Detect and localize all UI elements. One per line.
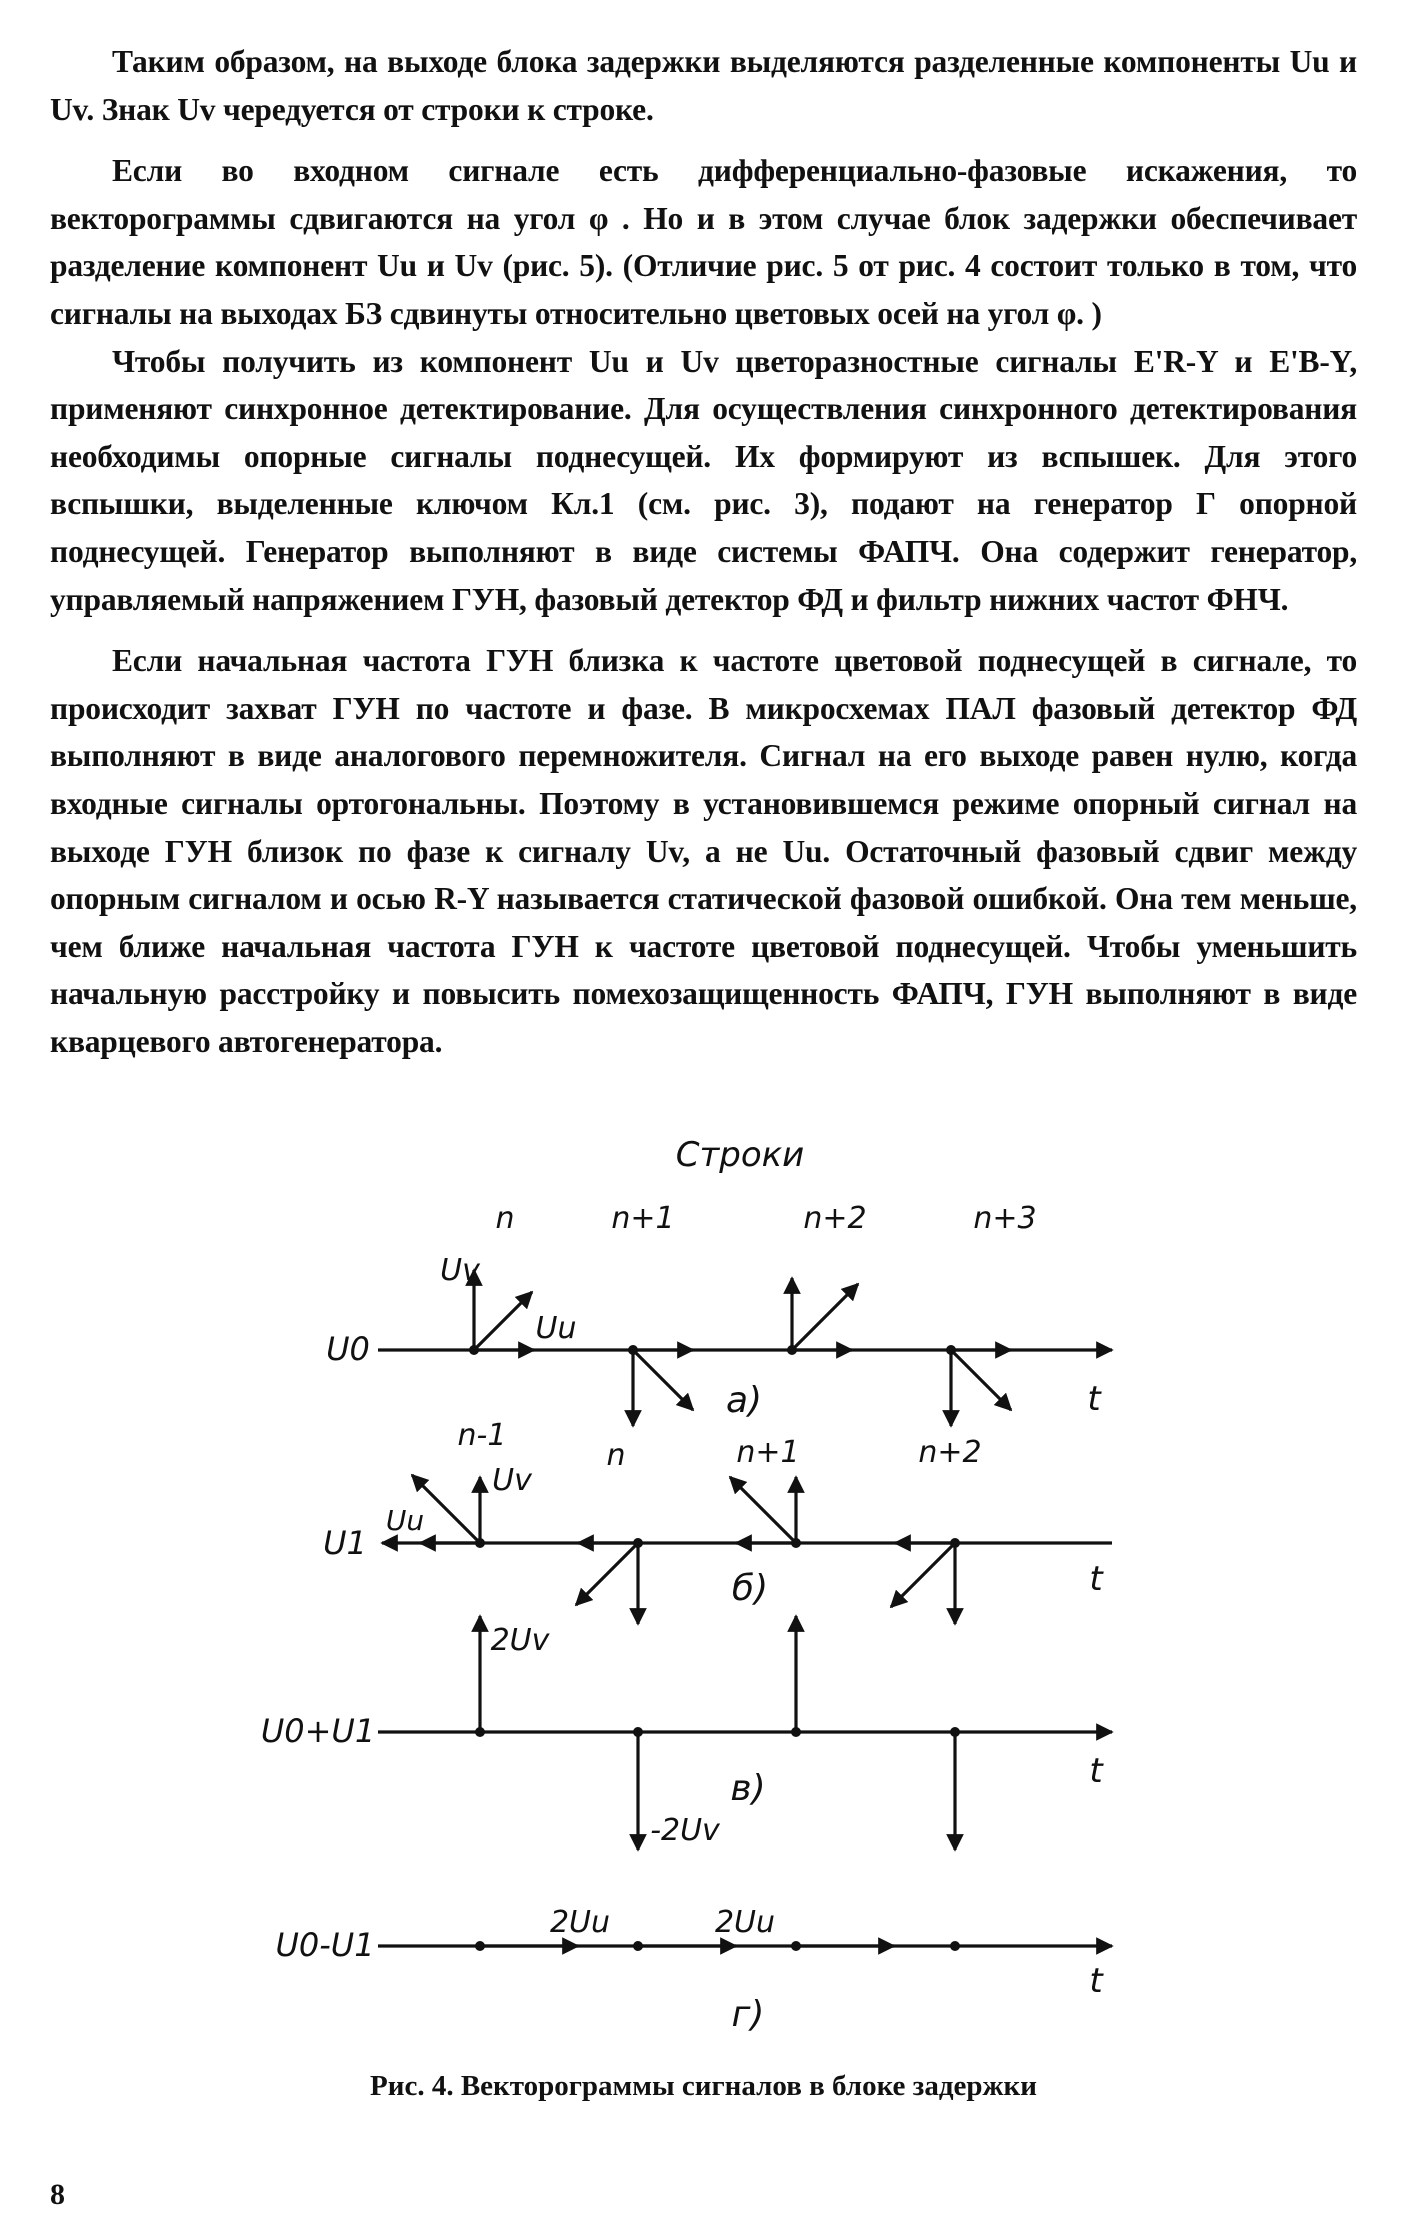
node-d-1 [475,1941,485,1951]
row-d-axis-label: U0-U1 [275,1926,375,1964]
figure-caption: Рис. 4. Векторограммы сигналов в блоке задержки [370,2070,1037,2102]
row-d-2uu-label-1: 2Uu [549,1905,611,1940]
row-a-uv-label: Uv [440,1253,480,1288]
row-b-line-label-4: n+2 [918,1435,982,1470]
row-a-line-label-4: n+3 [973,1201,1037,1236]
row-c-minus-2uv-label: -2Uv [650,1813,720,1848]
row-d-letter: г) [731,1994,765,2035]
row-a-line-label-2: n+1 [611,1201,675,1236]
vector-diag-row-b-2 [576,1543,638,1605]
node-c-4 [950,1727,960,1737]
node-a-4 [946,1345,956,1355]
paragraph-1: Таким образом, на выходе блока задержки выделяются разделенные компоненты Uu и Uv. Знак Uv чередуется от строки к строке. [50,44,1357,127]
row-a-line-label-3: n+2 [803,1201,867,1236]
vector-diag-row-a-1 [474,1292,532,1350]
row-d-2uu-label-2: 2Uu [714,1905,776,1940]
row-a-letter: а) [725,1380,763,1421]
vectorgram-diagram [0,1110,1407,2120]
vector-diag-row-b-3 [730,1477,796,1543]
row-b-time-label: t [1089,1559,1103,1599]
vector-diag-row-a-2 [633,1350,693,1410]
row-b-uu-label: Uu [385,1504,425,1537]
paragraph-3: Чтобы получить из компонент Uu и Uv цветоразностные сигналы E'R-Y и E'B-Y, применяют синхронное детектирование. Для осуществления синхронного детектирования необходимы опорные сигналы поднесущей. Их формируют из вспышек. Для этого вспышки, выделенные ключом Кл.1 (см. рис. 3), подают на генератор Г опорной поднесущей. Генератор выполняют в виде системы ФАПЧ. Она содержит генератор, управляемый напряжением ГУН, фазовый детектор ФД и фильтр нижних частот ФНЧ. [50,343,1357,617]
row-c-axis-label: U0+U1 [260,1712,376,1750]
row-b-letter: б) [731,1568,769,1609]
row-b-axis-label: U1 [323,1524,367,1562]
figure-heading: Строки [675,1135,805,1175]
body-text [50,38,1357,1065]
row-a-line-label-1: n [495,1201,515,1236]
node-d-3 [791,1941,801,1951]
node-c-1 [475,1727,485,1737]
paragraph-4: Если начальная частота ГУН близка к частоте цветовой поднесущей в сигнале, то происходит захват ГУН по частоте и фазе. В микросхемах ПАЛ фазовый детектор ФД выполняют в виде аналогового перемножителя. Сигнал на его выходе равен нулю, когда входные сигналы ортогональны. Поэтому в установившемся режиме опорный сигнал на выходе ГУН близок по фазе к сигналу Uv, а не Uu. Остаточный фазовый сдвиг между опорным сигналом и осью R-Y называется статической фазовой ошибкой. Она тем меньше, чем ближе начальная частота ГУН к частоте цветовой поднесущей. Чтобы уменьшить начальную расстройку и повысить помехозащищенность ФАПЧ, ГУН выполняют в виде кварцевого автогенератора. [50,643,1357,1059]
node-b-2 [633,1538,643,1548]
row-b-uv-label: Uv [492,1463,532,1498]
paragraph-2: Если во входном сигнале есть дифференциально-фазовые искажения, то векторограммы сдвигаются на угол φ . Но и в этом случае блок задержки обеспечивает разделение компонент Uu и Uv (рис. 5). (Отличие рис. 5 от рис. 4 состоит только в том, что сигналы на выходах БЗ сдвинуты относительно цветовых осей на угол φ. ) [50,153,1357,331]
row-b-line-label-1: n-1 [457,1418,507,1453]
vector-diag-row-a-4 [951,1350,1011,1410]
node-d-4 [950,1941,960,1951]
vector-diag-row-b-4 [891,1543,955,1607]
figure-vectorgrams [0,1110,1407,2120]
node-a-2 [628,1345,638,1355]
node-c-3 [791,1727,801,1737]
vector-diag-row-a-3 [792,1284,858,1350]
row-b-line-label-3: n+1 [736,1435,800,1470]
page-number: 8 [50,2178,65,2211]
node-b-1 [475,1538,485,1548]
node-a-1 [469,1345,479,1355]
node-a-3 [787,1345,797,1355]
node-d-2 [633,1941,643,1951]
row-a-uu-label: Uu [535,1311,577,1346]
row-a-axis-label: U0 [326,1330,370,1368]
node-b-3 [791,1538,801,1548]
row-c-time-label: t [1089,1751,1103,1791]
row-a-time-label: t [1087,1379,1101,1419]
node-c-2 [633,1727,643,1737]
node-b-4 [950,1538,960,1548]
row-d-time-label: t [1089,1961,1103,2001]
row-c-2uv-label: 2Uv [490,1623,550,1658]
row-c-letter: в) [730,1768,766,1809]
row-b-line-label-2: n [606,1438,626,1473]
